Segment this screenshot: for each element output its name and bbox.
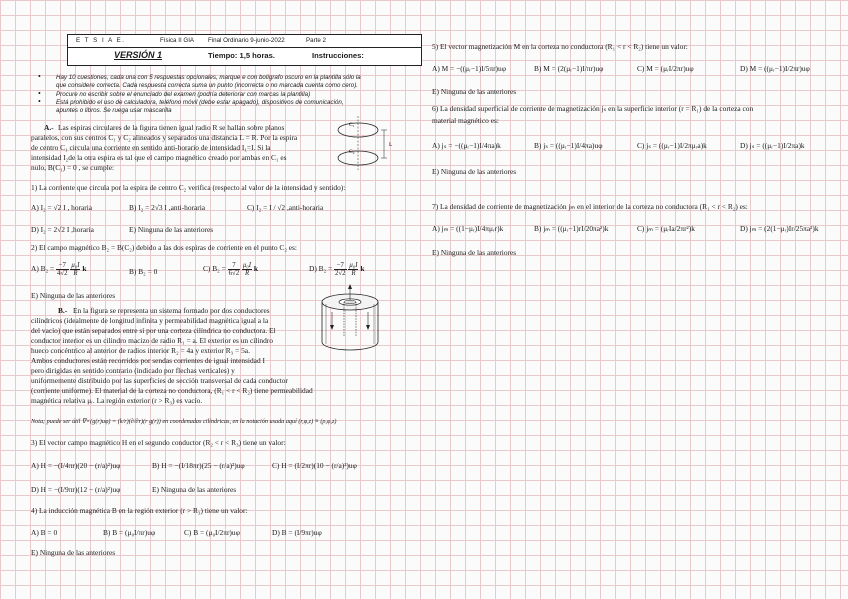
header-version: VERSIÓN 1: [114, 50, 163, 60]
q7-option-e[interactable]: E) Ninguna de las anteriores: [432, 248, 517, 257]
coaxial-loops-figure: [328, 112, 398, 174]
q3-option-a[interactable]: A) H = −(I/4πr)(20 − (r/a)²)uφ: [31, 461, 121, 470]
q5-option-e[interactable]: E) Ninguna de las anteriores: [432, 87, 517, 96]
q5-option-a[interactable]: A) M = −((μᵣ−1)I/5πr)uφ: [432, 64, 506, 73]
header-part: Parte 2: [306, 37, 326, 44]
bullet-dot: •: [38, 89, 41, 98]
q2-option-a[interactable]: [31, 262, 86, 277]
q6-option-c[interactable]: C) jₛ = ((μᵣ−1)I/2πμᵣa)k: [637, 141, 707, 150]
instruction-line: apuntes o libros. Se ruega usar mascarilla: [56, 107, 172, 114]
problem-a-text: Las espiras circulares de la figura tienen igual radio R se hallan sobre planos: [58, 123, 285, 132]
q1-option-a[interactable]: A) I₂ = √2 I , horaria: [31, 203, 93, 212]
unit-vector: k: [82, 264, 87, 274]
header-top-row: [68, 35, 421, 48]
q2-option-c[interactable]: [203, 262, 258, 277]
q2-option-label: A) B₂ =: [31, 264, 55, 274]
q3-option-e[interactable]: E) Ninguna de las anteriores: [152, 485, 237, 494]
q5-option-b[interactable]: B) M = (2(μᵣ−1)I/πr)uφ: [534, 64, 604, 73]
q2-option-label: D) B₂ =: [309, 264, 333, 274]
fraction: $\frac{-7}{4√2}$: [57, 262, 68, 277]
q4-option-d[interactable]: D) B = (I/9πr)uφ: [272, 528, 322, 537]
q1-stem: 1) La corriente que circula por la espira de centro C₂ verifica (respecto al valor de la intensidad y sentido):: [31, 183, 346, 192]
problem-b-text: Ambos conductores están recorridos por sendas corrientes de igual intensidad I: [31, 356, 265, 365]
problem-b-text: pero dirigidas en sentido contrario (indicado por flechas verticales) y: [31, 366, 235, 375]
fraction: $\frac{\text{μ₀I}}{R}$: [243, 262, 252, 277]
problem-a-text: paralelos, con sus centros C₁ y C₂ alineados y separados una distancia L = R. Por la espira: [31, 133, 298, 142]
q2-option-label: C) B₂ =: [203, 264, 226, 274]
q5-option-d[interactable]: D) M = ((μᵣ−1)I/2πr)uφ: [740, 64, 810, 73]
q6-option-a[interactable]: A) jₛ = −((μᵣ−1)I/4πa)k: [432, 141, 501, 150]
coaxial-cylinder-figure: [312, 284, 388, 354]
problem-a-label: A.-: [44, 123, 54, 132]
instruction-line: Hay 10 cuestiones, cada una con 5 respuestas opcionales, marque e con bolígrafo oscuro en la plantilla sólo la: [56, 74, 361, 81]
q3-stem: 3) El vector campo magnético H en el segundo conductor (R₂ < r < R₃) tiene un valor:: [31, 438, 286, 447]
q6-option-d[interactable]: D) jₛ = ((μᵣ−1)I/2πa)k: [740, 141, 805, 150]
q7-option-c[interactable]: C) jₘ = (μᵣIa/2πr²)k: [637, 224, 695, 233]
instruction-line: que considere correcta. Cada respuesta correcta suma un punto (incorrecta o no marcada cuenta como cero).: [56, 82, 358, 89]
q6-stem: 6) La densidad superficial de corriente de magnetización jₛ en la superficie interior (r = R₁) de la corteza con: [432, 104, 754, 113]
q1-option-d[interactable]: D) I₂ = 2√2 I ,horaria: [31, 225, 94, 234]
problem-a-text: nulo, B(C₁) = 0 , se cumple:: [31, 163, 115, 172]
fraction: $\frac{\text{μ₀I}}{R}$: [71, 262, 80, 277]
q2-option-b[interactable]: B) B₂ = 0: [129, 267, 158, 276]
q1-option-b[interactable]: B) I₂ = 2√3 I ,anti-horaria: [129, 203, 206, 212]
fig-label-c2: C₂: [349, 149, 355, 155]
fraction: $\frac{\text{μ₀I}}{R}$: [349, 262, 358, 277]
bullet-dot: •: [38, 72, 41, 81]
q3-option-b[interactable]: B) H = −(I/18πr)(25 − (r/a)²)uφ: [152, 461, 245, 470]
exam-header: [67, 34, 422, 66]
q2-stem: 2) El campo magnético B₂ = B(C₂) debido a las dos espiras de corriente en el punto C₂ es:: [31, 243, 297, 252]
q5-stem: 5) El vector magnetización M en la corteza no conductora (R₁ < r < R₂) tiene un valor:: [432, 42, 688, 51]
problem-a-text: intensidad I₂de la otra espira es tal que el campo magnético creado por ambas en C₁ es: [31, 153, 287, 162]
q4-option-b[interactable]: B) B = (μ₀I/πr)uφ: [103, 528, 156, 537]
unit-vector: k: [253, 264, 259, 274]
q5-option-c[interactable]: C) M = (μᵣI/2πr)uφ: [637, 64, 694, 73]
bullet-dot: •: [38, 97, 41, 106]
header-course: Física II GIA: [160, 37, 195, 44]
q3-option-c[interactable]: C) H = (I/2πr)(10 − (r/a)²)uφ: [272, 461, 357, 470]
q1-option-e[interactable]: E) Ninguna de las anteriores: [129, 225, 214, 234]
problem-b-text: cilíndricos (idealmente de longitud infinita y permeabilidad magnética igual a la: [31, 316, 269, 325]
q6-stem: material magnético es:: [432, 116, 499, 125]
instruction-line: Está prohibido el uso de calculadora, teléfono móvil (debe estar apagado), dispositivos de comunicación,: [56, 99, 344, 106]
q6-option-b[interactable]: B) jₛ = ((μᵣ−1)I/4πa)uφ: [534, 141, 603, 150]
q7-option-b[interactable]: B) jₘ = ((μᵣ−1)rI/20πa²)k: [534, 224, 609, 233]
problem-a-text: de centro C₁ circula una corriente en sentido anti-horario de intensidad I₁=I. Si la: [31, 143, 271, 152]
q7-option-d[interactable]: D) jₘ = (2(1−μᵣ)Ir/25πa²)k: [740, 224, 819, 233]
q2-option-e[interactable]: E) Ninguna de las anteriores: [31, 291, 116, 300]
fraction: $\frac{-7}{2√2}$: [335, 262, 346, 277]
fraction: $\frac{7}{6√2}$: [228, 262, 240, 277]
instruction-line: Procure no escribir sobre el enunciado del examen (podría deteriorar con marcas la plantilla): [56, 91, 311, 98]
header-instructions-label: Instrucciones:: [312, 51, 364, 60]
fig-label-c1: C₁: [349, 122, 355, 128]
header-school: E T S I A E.: [76, 37, 126, 44]
q1-option-c[interactable]: C) I₂ = I / √2 ,anti-horaria: [247, 203, 324, 212]
problem-b-text: En la figura se representa un sistema formado por dos conductores: [73, 306, 270, 315]
problem-b-text: conductor interior es un cilindro macizo de radio R₁ = a. El exterior es un cilindro: [31, 336, 273, 345]
problem-b-text: (corriente uniforme). El material de la corteza no conductora, (R₁ < r < R₂) tiene permeabilidad: [31, 386, 313, 395]
problem-b-text: hueco concéntrico al anterior de radios interior R₂ = 4a y exterior R₃ = 5a.: [31, 346, 250, 355]
problem-b-text: del vacío) que están separados entre sí por una corteza cilíndrica no conductora. El: [31, 326, 276, 335]
q2-option-d[interactable]: [309, 262, 364, 277]
header-exam: Final Ordinario 9-junio-2022: [208, 37, 285, 44]
q4-stem: 4) La inducción magnética B en la región exterior (r > R₃) tiene un valor:: [31, 506, 248, 515]
q6-option-e[interactable]: E) Ninguna de las anteriores: [432, 167, 517, 176]
unit-vector: k: [360, 264, 365, 274]
problem-b-text: uniformemente distribuido por las superficies de sección transversal de cada conductor: [31, 376, 288, 385]
q7-option-a[interactable]: A) jₘ = ((1−μᵣ)I/4πμᵣr)k: [432, 224, 504, 233]
header-time: Tiempo: 1,5 horas.: [208, 51, 275, 60]
q7-stem: 7) La densidad de corriente de magnetización jₘ en el interior de la corteza no conductora (R₁ < r < R₂) es:: [432, 202, 748, 211]
q4-option-e[interactable]: E) Ninguna de las anteriores: [31, 548, 116, 557]
q4-option-c[interactable]: C) B = (μ₀I/2πr)uφ: [184, 528, 240, 537]
problem-b-note: Nota; puede ser útil ∇×(g(r)uφ) = (k/r)(∂/∂r)(r g(r)) en coordenadas cilíndricas, en la notación usada aquí (r,φ,z) ≡ (ρ,φ,z): [31, 418, 337, 425]
q3-option-d[interactable]: D) H = −(I/9πr)(12 − (r/a)²)uφ: [31, 485, 121, 494]
q4-option-a[interactable]: A) B = 0: [31, 528, 58, 537]
problem-b-text: magnética relativa μᵣ. La región exterior (r > R₃) es vacío.: [31, 396, 203, 405]
fig-label-l: L: [389, 142, 393, 148]
problem-b-label: B.-: [58, 306, 68, 315]
